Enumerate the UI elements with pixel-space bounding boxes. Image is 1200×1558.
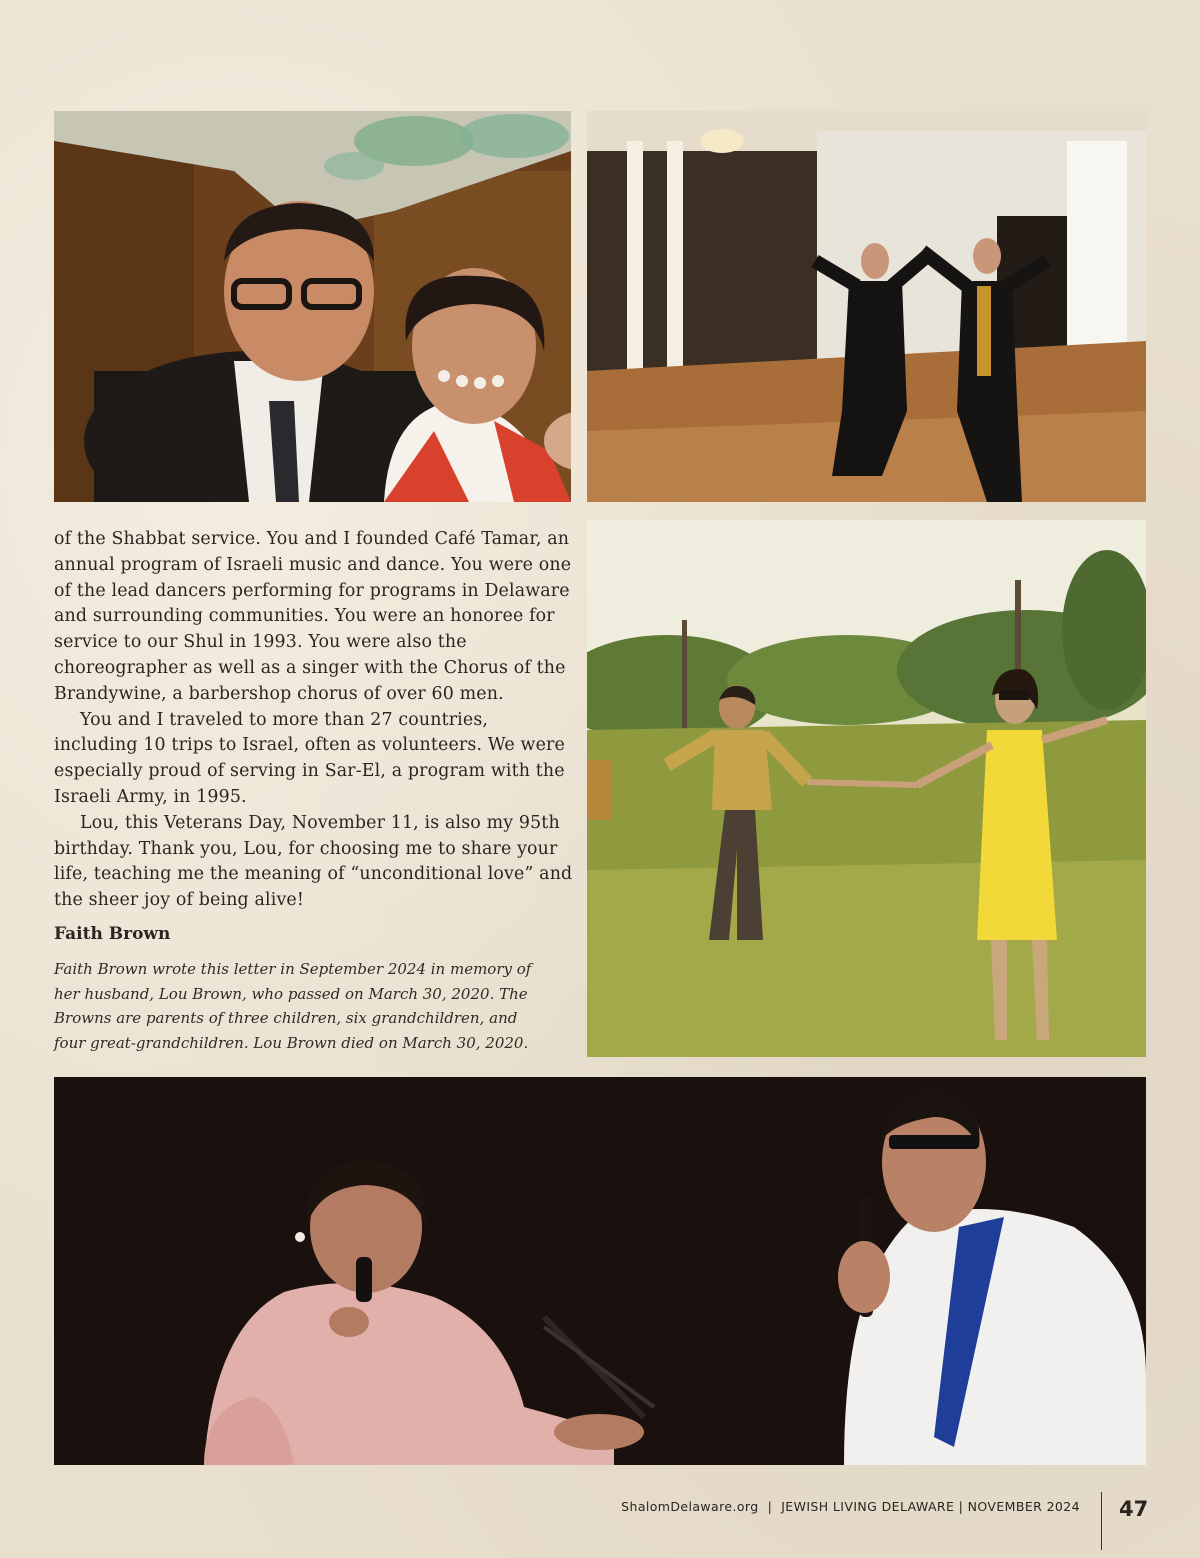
page-number: 47 <box>1119 1497 1149 1521</box>
hall-dance-photo <box>587 111 1146 502</box>
couple-portrait-photo <box>54 111 571 502</box>
author-bio-note: Faith Brown wrote this letter in September 2024 in memory of her husband, Lou Brown, who passed on March 30, 2020. The Browns are parents of three children, six grandchildren, and four great-grandchildren. Lou Brown died on March 30, 2020. <box>54 960 532 1052</box>
article-body <box>54 527 574 914</box>
footer-publication: JEWISH LIVING DELAWARE <box>781 1499 955 1514</box>
page-footer <box>0 1499 1080 1514</box>
article-paragraph: Lou, this Veterans Day, November 11, is also my 95th birthday. Thank you, Lou, for choosing me to share your life, teaching me the meaning of “unconditional love” and the sheer joy of being alive! <box>54 812 573 911</box>
footer-divider <box>1101 1492 1102 1550</box>
footer-website: ShalomDelaware.org <box>621 1499 759 1514</box>
article-paragraph: of the Shabbat service. You and I founded Café Tamar, an annual program of Israeli music and dance. You were one of the lead dancers performing for programs in Delaware and surrounding communities. You were an honoree for service to our Shul in 1993. You were also the choreographer as well as a singer with the Chorus of the Brandywine, a barbershop chorus of over 60 men. <box>54 529 572 704</box>
singing-duet-photo <box>54 1077 1146 1465</box>
article-paragraph: You and I traveled to more than 27 countries, including 10 trips to Israel, often as volunteers. We were especially proud of serving in Sar-El, a program with the Israeli Army, in 1995. <box>54 709 565 807</box>
footer-issue: | NOVEMBER 2024 <box>958 1499 1080 1514</box>
footer-separator: | <box>767 1499 773 1514</box>
author-signature: Faith Brown <box>54 924 171 944</box>
outdoor-dance-photo <box>587 520 1146 1057</box>
